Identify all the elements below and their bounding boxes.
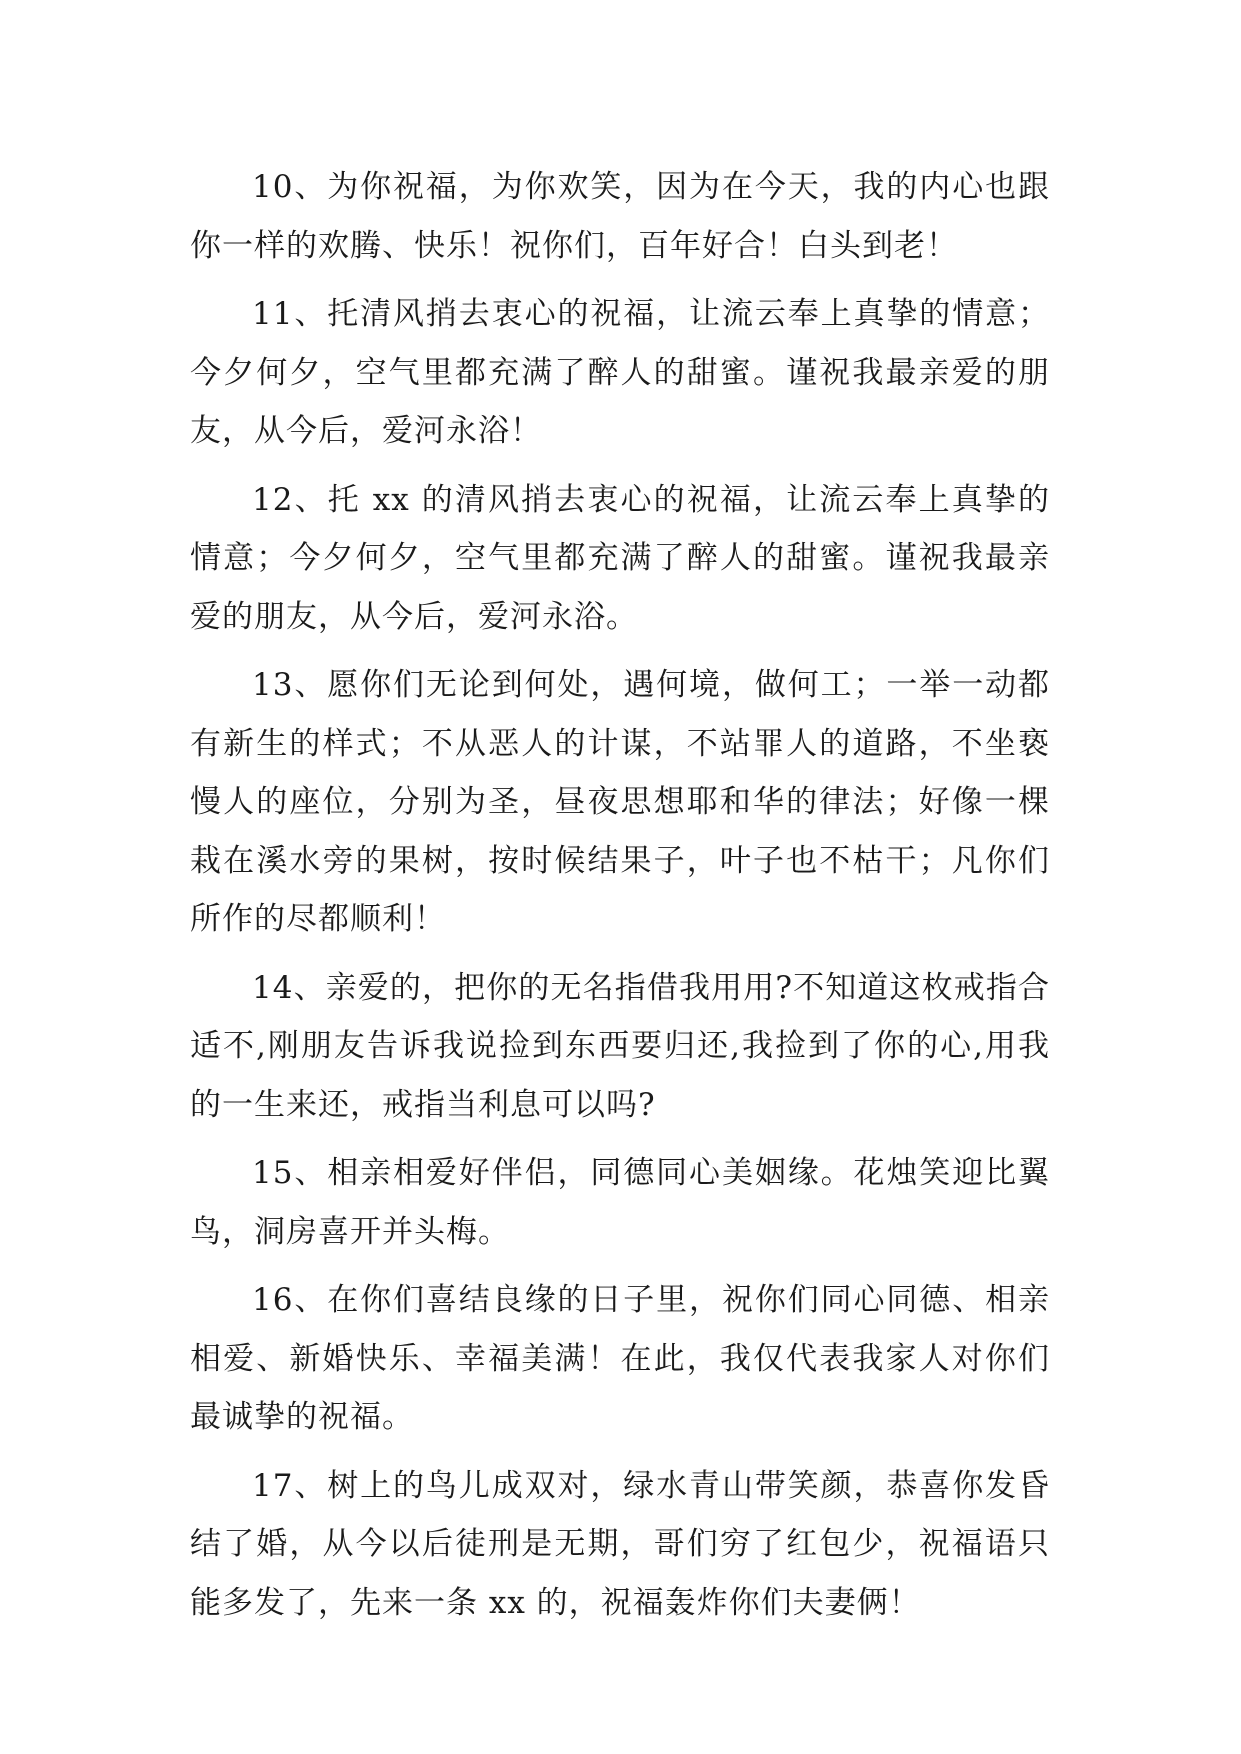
document-body	[190, 158, 1050, 1642]
paragraph-15: 15、相亲相爱好伴侣，同德同心美姻缘。花烛笑迎比翼鸟，洞房喜开并头梅。	[190, 1155, 1050, 1250]
paragraph-16: 16、在你们喜结良缘的日子里，祝你们同心同德、相亲相爱、新婚快乐、幸福美满！在此，我仅代表我家人对你们最诚挚的祝福。	[190, 1282, 1050, 1435]
paragraph-13: 13、愿你们无论到何处，遇何境，做何工；一举一动都有新生的样式；不从恶人的计谋，不站罪人的道路，不坐亵慢人的座位，分别为圣，昼夜思想耶和华的律法；好像一棵栽在溪水旁的果树，按时候结果子，叶子也不枯干；凡你们所作的尽都顺利！	[190, 667, 1050, 937]
paragraph-11: 11、托清风捎去衷心的祝福，让流云奉上真挚的情意；今夕何夕，空气里都充满了醉人的甜蜜。谨祝我最亲爱的朋友，从今后，爱河永浴！	[190, 296, 1050, 449]
paragraph-14: 14、亲爱的，把你的无名指借我用用?不知道这枚戒指合适不,刚朋友告诉我说捡到东西要归还,我捡到了你的心,用我的一生来还，戒指当利息可以吗?	[190, 969, 1050, 1123]
paragraph-17: 17、树上的鸟儿成双对，绿水青山带笑颜，恭喜你发昏结了婚，从今以后徒刑是无期，哥们穷了红包少，祝福语只能多发了，先来一条 xx 的，祝福轰炸你们夫妻俩！	[190, 1467, 1050, 1621]
paragraph-12: 12、托 xx 的清风捎去衷心的祝福，让流云奉上真挚的情意；今夕何夕，空气里都充满了醉人的甜蜜。谨祝我最亲爱的朋友，从今后，爱河永浴。	[190, 481, 1050, 635]
paragraph-10: 10、为你祝福，为你欢笑，因为在今天，我的内心也跟你一样的欢腾、快乐！祝你们，百年好合！白头到老！	[190, 169, 1050, 264]
